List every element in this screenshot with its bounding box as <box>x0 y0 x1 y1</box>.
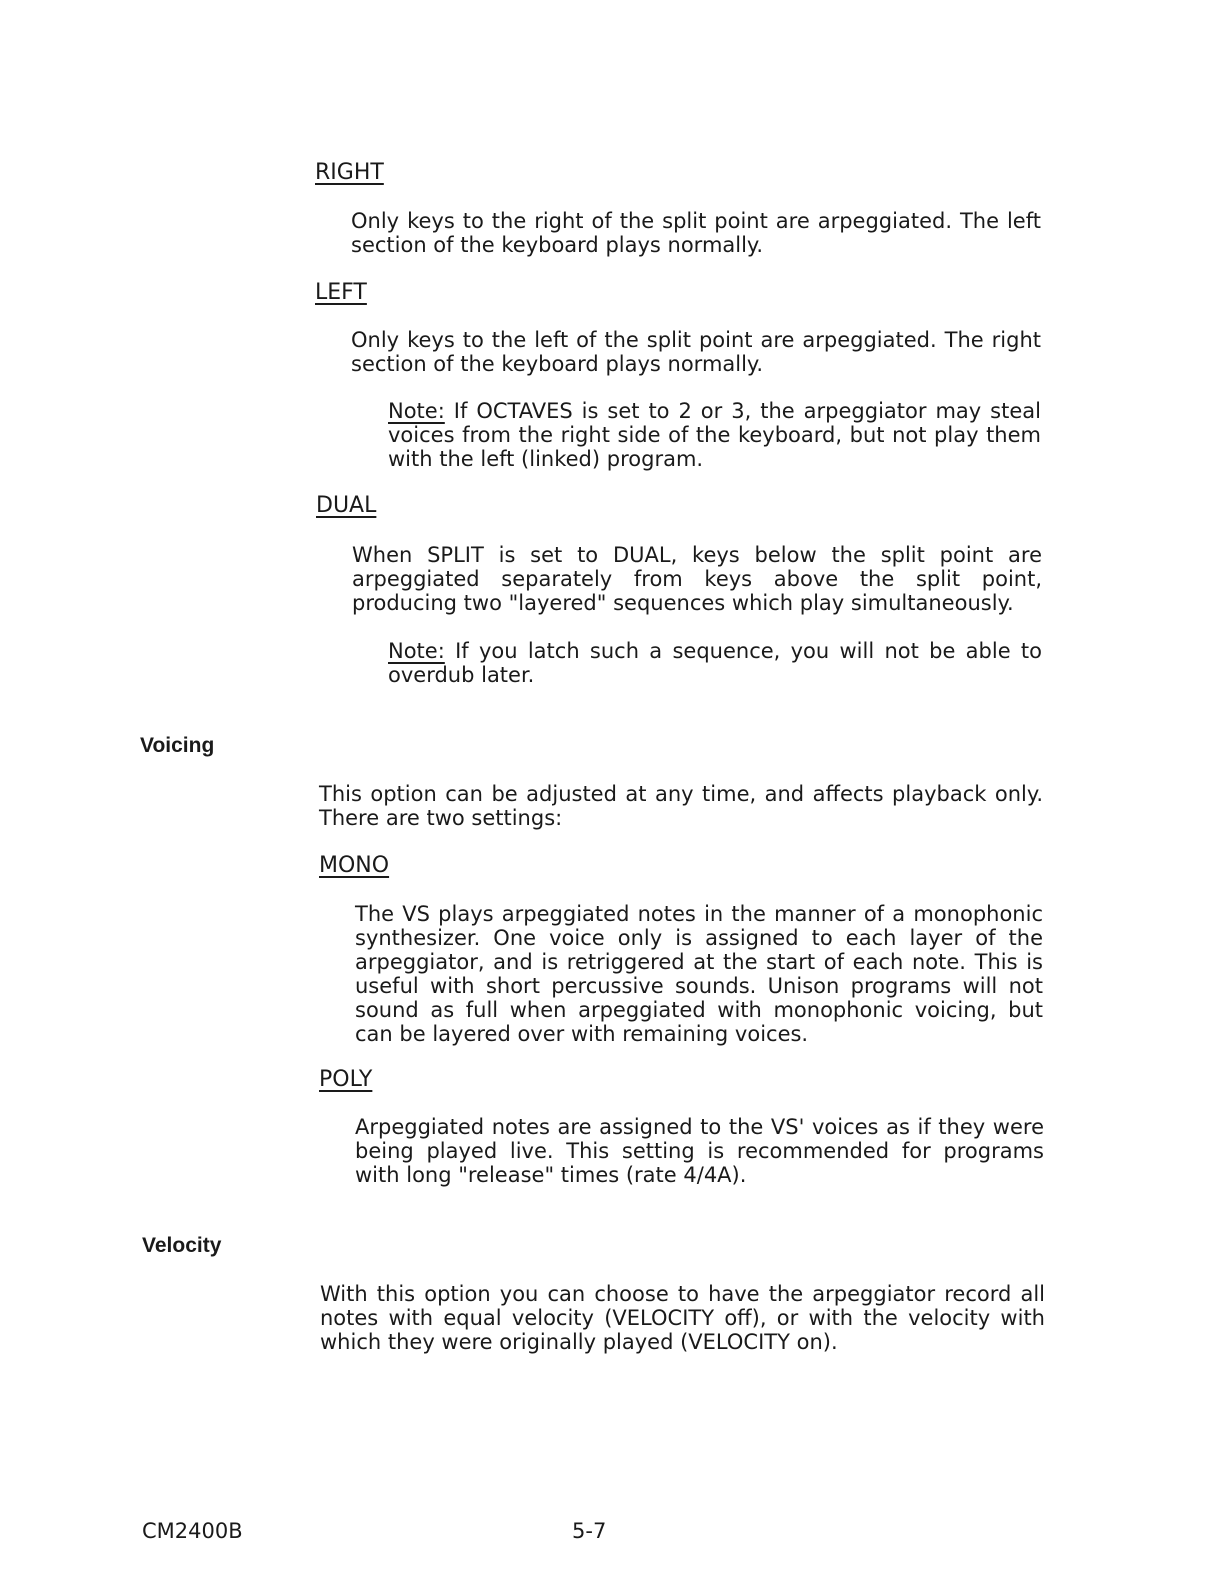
mono-description: The VS plays arpeggiated notes in the manner of a monophonic synthesizer. One voice only is assigned to each layer of the arpeggiator, and is retriggered at the start of each note. This is useful with short percussive sounds. Unison programs will not sound as full when arpeggiated with monophonic voicing, but can be layered over with remaining voices. <box>355 902 1043 1046</box>
poly-description: Arpeggiated notes are assigned to the VS' voices as if they were being played live. This setting is recommended for programs with long "release" times (rate 4/4A). <box>355 1115 1044 1187</box>
left-note-label: Note: <box>388 399 445 423</box>
velocity-description: With this option you can choose to have the arpeggiator record all notes with equal velocity (VELOCITY off), or with the velocity with which they were originally played (VELOCITY on). <box>320 1282 1045 1354</box>
voicing-heading: Voicing <box>140 734 215 757</box>
left-label: LEFT <box>315 280 367 305</box>
left-description: Only keys to the left of the split point are arpeggiated. The right section of the keyboard plays normally. <box>351 328 1041 376</box>
right-label: RIGHT <box>315 160 384 185</box>
dual-note-label: Note: <box>388 639 445 663</box>
dual-description: When SPLIT is set to DUAL, keys below the split point are arpeggiated separately from keys above the split point, producing two "layered" sequences which play simultaneously. <box>352 543 1042 615</box>
mono-label: MONO <box>319 853 390 878</box>
right-description: Only keys to the right of the split point are arpeggiated. The left section of the keyboard plays normally. <box>351 209 1041 257</box>
velocity-heading: Velocity <box>142 1234 222 1257</box>
poly-label: POLY <box>319 1067 373 1092</box>
dual-note-text: If you latch such a sequence, you will not be able to overdub later. <box>388 639 1042 687</box>
dual-note <box>388 639 1042 687</box>
voicing-intro: This option can be adjusted at any time, and affects playback only. There are two settings: <box>319 782 1043 830</box>
document-code: CM2400B <box>142 1519 243 1543</box>
left-note-text: If OCTAVES is set to 2 or 3, the arpeggiator may steal voices from the right side of the keyboard, but not play them with the left (linked) program. <box>388 399 1041 471</box>
dual-label: DUAL <box>316 493 377 518</box>
left-note <box>388 399 1041 471</box>
page-number: 5-7 <box>572 1519 607 1543</box>
